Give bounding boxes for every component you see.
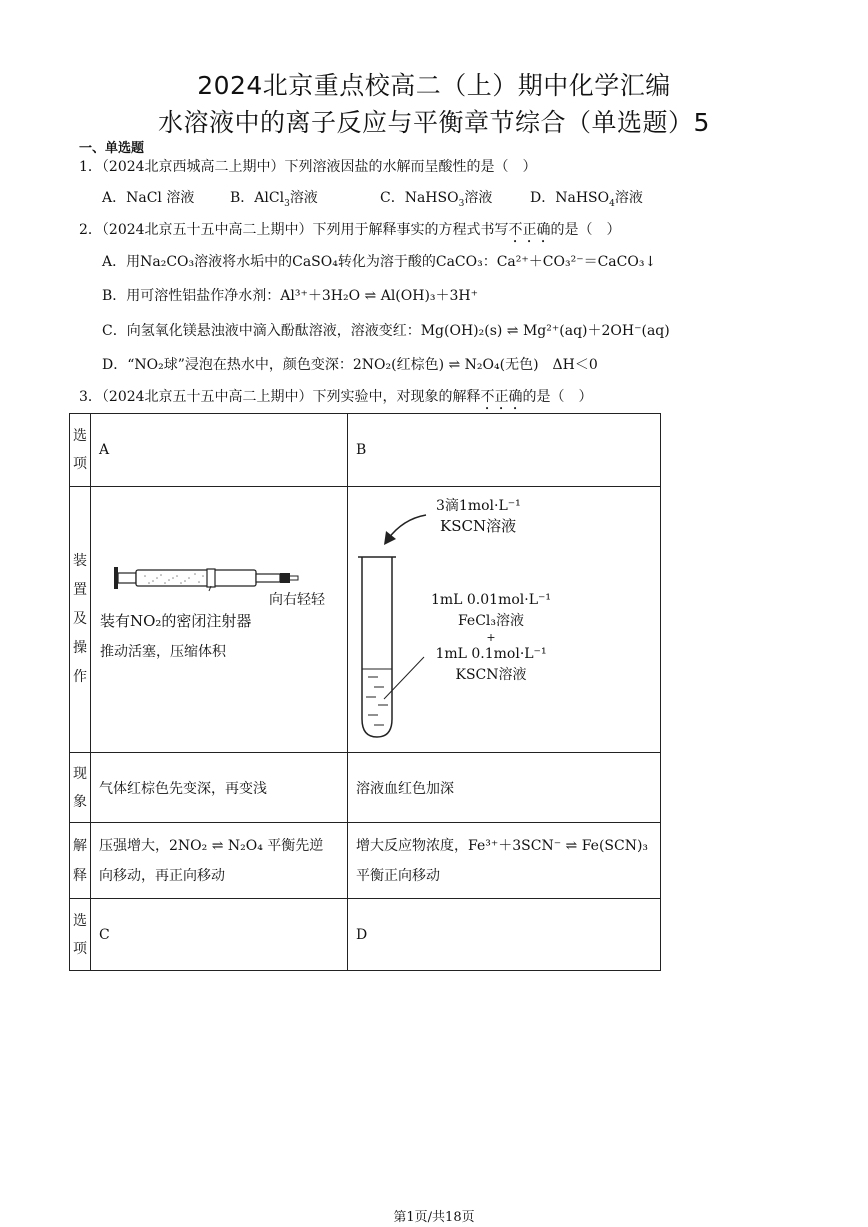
q1-option-d-sub: 4 bbox=[609, 198, 615, 209]
q3-table bbox=[69, 413, 661, 971]
row-label-option2: 选项 bbox=[70, 899, 91, 971]
q3-stem-post: 的是（ ） bbox=[522, 389, 593, 405]
drop-arrow-head bbox=[384, 531, 396, 545]
q1-stem: 1．（2024北京西城高二上期中）下列溶液因盐的水解而呈酸性的是（ ） bbox=[79, 159, 537, 175]
q3-stem bbox=[79, 386, 593, 413]
solution-label-2: FeCl₃溶液 bbox=[457, 613, 525, 629]
q2-option-d: D．“NO₂球”浸泡在热水中，颜色变深：2NO₂(红棕色) ⇌ N₂O₄(无色) ΔH＜0 bbox=[102, 357, 598, 373]
cell-explain-a bbox=[91, 823, 348, 899]
explain-a-line1: 压强增大，2NO₂ ⇌ N₂O₄ 平衡先逆 bbox=[99, 837, 324, 854]
cell-device-b bbox=[348, 487, 661, 753]
q2-stem-post: 的是（ ） bbox=[550, 222, 621, 238]
solution-label-plus: + bbox=[486, 631, 496, 644]
syringe-barrel bbox=[136, 570, 256, 586]
q1-option-d bbox=[530, 187, 643, 209]
cell-phenomenon-b: 溶液血红色加深 bbox=[348, 753, 661, 823]
cell-phenomenon-a: 气体红棕色先变深，再变浅 bbox=[91, 753, 348, 823]
device-a-caption-push: 向右轻轻 bbox=[269, 592, 325, 608]
explain-a-line2: 向移动，再正向移动 bbox=[99, 867, 225, 884]
q3-stem-pre: 3．（2024北京五十五中高二上期中）下列实验中，对现象的解释 bbox=[79, 389, 481, 405]
q2-stem-pre: 2．（2024北京五十五中高二上期中）下列用于解释事实的方程式书写 bbox=[79, 222, 509, 238]
section-heading: 一、单选题 bbox=[79, 141, 145, 156]
q1-option-b-sub: 3 bbox=[284, 198, 290, 209]
tube-body bbox=[362, 557, 392, 737]
table-row-option2 bbox=[70, 899, 661, 971]
table-row-phenomenon bbox=[70, 753, 661, 823]
solution-label bbox=[416, 590, 566, 686]
drop-label-2: KSCN溶液 bbox=[440, 517, 517, 535]
device-a-caption-operation: 推动活塞，压缩体积 bbox=[100, 644, 226, 660]
row-label-explain: 解释 bbox=[70, 823, 91, 899]
page-footer: 第1页/共18页 bbox=[393, 1210, 475, 1225]
syringe-piston bbox=[207, 569, 215, 587]
row-label-option: 选项 bbox=[70, 414, 91, 487]
q2-option-c: C．向氢氧化镁悬浊液中滴入酚酞溶液，溶液变红：Mg(OH)₂(s) ⇌ Mg²⁺(aq)＋2OH⁻(aq) bbox=[102, 323, 670, 339]
cell-device-a bbox=[91, 487, 348, 753]
q2-option-a: A．用Na₂CO₃溶液将水垢中的CaSO₄转化为溶于酸的CaCO₃：Ca²⁺＋CO₃²⁻＝CaCO₃↓ bbox=[102, 254, 657, 270]
q1-option-c-post: 溶液 bbox=[464, 190, 493, 206]
device-a-caption-syringe: 装有NO₂的密闭注射器 bbox=[100, 612, 252, 630]
q1-option-c-sub: 3 bbox=[458, 198, 465, 209]
q1-option-a: A．NaCl 溶液 bbox=[102, 190, 195, 206]
explain-b-line2: 平衡正向移动 bbox=[356, 867, 440, 884]
table-row-option bbox=[70, 414, 661, 487]
cell-col-b: B bbox=[348, 414, 661, 487]
row-label-phenomenon: 现象 bbox=[70, 753, 91, 823]
q1-options bbox=[102, 187, 643, 209]
q3-stem-emphasis: 不正确 bbox=[480, 389, 523, 405]
liquid-dashes bbox=[366, 677, 388, 725]
solution-label-4: KSCN溶液 bbox=[455, 667, 527, 683]
drop-label-1: 3滴1mol·L⁻¹ bbox=[436, 498, 521, 514]
q1-option-d-pre: D．NaHSO bbox=[530, 190, 610, 206]
q2-option-b: B．用可溶性铝盐作净水剂：Al³⁺＋3H₂O ⇌ Al(OH)₃＋3H⁺ bbox=[102, 288, 479, 304]
syringe-plunger-rod bbox=[118, 573, 136, 583]
drop-arrow-line bbox=[388, 515, 426, 539]
explain-b-line1: 增大反应物浓度，Fe³⁺＋3SCN⁻ ⇌ Fe(SCN)₃ bbox=[356, 837, 649, 854]
q1-option-b bbox=[230, 187, 380, 209]
cell-col-a: A bbox=[91, 414, 348, 487]
syringe-nozzle bbox=[256, 574, 280, 582]
solution-label-1: 1mL 0.01mol·L⁻¹ bbox=[430, 592, 552, 608]
cell-col-d: D bbox=[348, 899, 661, 971]
q1-option-b-post: 溶液 bbox=[289, 190, 318, 206]
q2-stem-emphasis: 不正确 bbox=[508, 222, 551, 238]
cell-col-c: C bbox=[91, 899, 348, 971]
q1-option-c bbox=[380, 187, 530, 209]
q1-option-c-pre: C．NaHSO bbox=[380, 190, 459, 206]
solution-label-3: 1mL 0.1mol·L⁻¹ bbox=[435, 646, 547, 662]
q1-option-b-pre: B．AlCl bbox=[230, 190, 285, 206]
q1-option-d-post: 溶液 bbox=[614, 190, 643, 206]
page-title-line2: 水溶液中的离子反应与平衡章节综合（单选题）5 bbox=[158, 108, 710, 137]
page-title-line1: 2024北京重点校高二（上）期中化学汇编 bbox=[197, 71, 671, 100]
table-row-device bbox=[70, 487, 661, 753]
syringe-tip bbox=[280, 573, 290, 583]
table-row-explain bbox=[70, 823, 661, 899]
row-label-device: 装置及操作 bbox=[70, 487, 91, 753]
cell-explain-b bbox=[348, 823, 661, 899]
q2-stem bbox=[79, 219, 621, 246]
